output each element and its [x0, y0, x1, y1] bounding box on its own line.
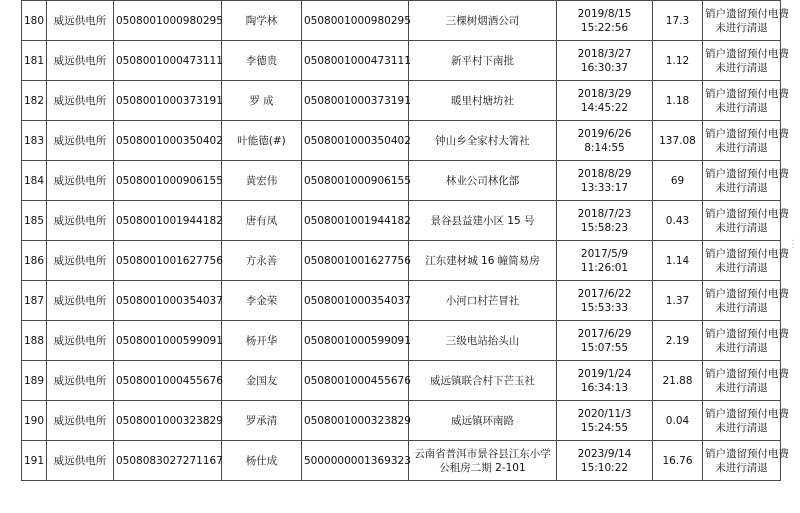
remark-cell: [703, 1, 789, 41]
table-row: [22, 81, 781, 121]
remark-line-2: 未进行清退: [715, 21, 768, 34]
remark-line-2: 未进行清退: [715, 461, 768, 474]
closing-date-day: 2017/6/22: [577, 287, 632, 300]
table-row: [22, 1, 781, 41]
meter-number-cell: 0508001000354037: [302, 281, 409, 321]
remark-line-2: 未进行清退: [715, 261, 768, 274]
supply-unit-cell: 威远供电所: [47, 1, 114, 41]
closing-date-day: 2018/8/29: [577, 167, 632, 180]
address-cell: 新平村下南批: [409, 41, 557, 81]
row-index-cell: 181: [22, 41, 47, 81]
supply-unit-cell: 威远供电所: [47, 161, 114, 201]
remark-line-2: 未进行清退: [715, 61, 768, 74]
scroll-edge-mark: ⋮: [788, 239, 798, 250]
closing-date-time: 16:30:37: [580, 61, 629, 74]
supply-unit-cell: 威远供电所: [47, 81, 114, 121]
closing-date-day: 2019/8/15: [577, 7, 632, 20]
row-index-cell: 190: [22, 401, 47, 441]
remark-line-1: 销户遗留预付电费: [705, 447, 789, 460]
remark-cell: [703, 201, 789, 241]
address-cell: 威远镇环南路: [409, 401, 557, 441]
remark-line-2: 未进行清退: [715, 101, 768, 114]
closing-date-time: 15:24:55: [580, 421, 629, 434]
supply-unit-cell: 威远供电所: [47, 41, 114, 81]
meter-number-cell: 0508001001944182: [302, 201, 409, 241]
table-row: [22, 121, 781, 161]
closing-date-day: 2023/9/14: [577, 447, 632, 460]
row-index-cell: 182: [22, 81, 47, 121]
closing-date-day: 2018/7/23: [577, 207, 632, 220]
account-number-cell: 0508001000323829: [114, 401, 222, 441]
closing-date-time: 15:07:55: [580, 341, 629, 354]
address-cell: 钟山乡全家村大箐社: [409, 121, 557, 161]
supply-unit-cell: 威远供电所: [47, 201, 114, 241]
account-number-cell: 0508001001944182: [114, 201, 222, 241]
remark-cell: [703, 81, 789, 121]
account-number-cell: 0508001001627756: [114, 241, 222, 281]
balance-amount-cell: 1.37: [653, 281, 703, 321]
row-index-cell: 186: [22, 241, 47, 281]
customer-name-cell: 杨开华: [222, 321, 302, 361]
table-row: [22, 41, 781, 81]
address-cell: 林业公司林化部: [409, 161, 557, 201]
meter-number-cell: 0508001000350402: [302, 121, 409, 161]
meter-number-cell: 0508001000599091: [302, 321, 409, 361]
closing-date-time: 15:10:22: [580, 461, 629, 474]
account-number-cell: 0508001000980295: [114, 1, 222, 41]
remark-line-1: 销户遗留预付电费: [705, 87, 789, 100]
refund-table: [21, 0, 789, 481]
customer-name-cell: 李德贵: [222, 41, 302, 81]
supply-unit-cell: 威远供电所: [47, 281, 114, 321]
row-index-cell: 185: [22, 201, 47, 241]
balance-amount-cell: 137.08: [653, 121, 703, 161]
meter-number-cell: 0508001000906155: [302, 161, 409, 201]
closing-date-day: 2019/6/26: [577, 127, 632, 140]
remark-line-2: 未进行清退: [715, 421, 768, 434]
table-row: [22, 401, 781, 441]
account-number-cell: 0508001000599091: [114, 321, 222, 361]
row-index-cell: 191: [22, 441, 47, 481]
row-index-cell: 180: [22, 1, 47, 41]
meter-number-cell: 0508001001627756: [302, 241, 409, 281]
remark-line-2: 未进行清退: [715, 381, 768, 394]
closing-date-cell: [557, 281, 653, 321]
supply-unit-cell: 威远供电所: [47, 401, 114, 441]
remark-line-1: 销户遗留预付电费: [705, 327, 789, 340]
closing-date-time: 15:22:56: [580, 21, 629, 34]
remark-line-2: 未进行清退: [715, 221, 768, 234]
remark-line-2: 未进行清退: [715, 341, 768, 354]
row-index-cell: 183: [22, 121, 47, 161]
customer-name-cell: 李金荣: [222, 281, 302, 321]
closing-date-day: 2017/6/29: [577, 327, 632, 340]
meter-number-cell: 0508001000473111: [302, 41, 409, 81]
balance-amount-cell: 2.19: [653, 321, 703, 361]
table-row: [22, 441, 781, 481]
closing-date-cell: [557, 361, 653, 401]
account-number-cell: 0508001000473111: [114, 41, 222, 81]
closing-date-day: 2018/3/29: [577, 87, 632, 100]
address-cell: 江东建材城 16 幢简易房: [409, 241, 557, 281]
account-number-cell: 0508001000455676: [114, 361, 222, 401]
remark-cell: [703, 161, 789, 201]
remark-line-1: 销户遗留预付电费: [705, 287, 789, 300]
account-number-cell: 0508001000373191: [114, 81, 222, 121]
balance-amount-cell: 16.76: [653, 441, 703, 481]
closing-date-cell: [557, 401, 653, 441]
remark-cell: [703, 321, 789, 361]
meter-number-cell: 0508001000373191: [302, 81, 409, 121]
table-body: [22, 1, 789, 481]
remark-line-1: 销户遗留预付电费: [705, 47, 789, 60]
remark-line-1: 销户遗留预付电费: [705, 127, 789, 140]
supply-unit-cell: 威远供电所: [47, 361, 114, 401]
supply-unit-cell: 威远供电所: [47, 441, 114, 481]
meter-number-cell: 0508001000980295: [302, 1, 409, 41]
balance-amount-cell: 1.18: [653, 81, 703, 121]
customer-name-cell: 罗承清: [222, 401, 302, 441]
meter-number-cell: 5000000001369323: [302, 441, 409, 481]
table-row: [22, 161, 781, 201]
supply-unit-cell: 威远供电所: [47, 241, 114, 281]
closing-date-cell: [557, 441, 653, 481]
meter-number-cell: 0508001000323829: [302, 401, 409, 441]
remark-line-1: 销户遗留预付电费: [705, 407, 789, 420]
remark-cell: [703, 41, 789, 81]
customer-name-cell: 叶能德(#): [222, 121, 302, 161]
row-index-cell: 189: [22, 361, 47, 401]
account-number-cell: 0508083027271167: [114, 441, 222, 481]
remark-cell: [703, 121, 789, 161]
customer-name-cell: 杨仕成: [222, 441, 302, 481]
remark-line-1: 销户遗留预付电费: [705, 167, 789, 180]
address-cell: 景谷县益建小区 15 号: [409, 201, 557, 241]
customer-name-cell: 黄宏伟: [222, 161, 302, 201]
remark-line-2: 未进行清退: [715, 141, 768, 154]
closing-date-time: 15:58:23: [580, 221, 629, 234]
balance-amount-cell: 21.88: [653, 361, 703, 401]
closing-date-cell: [557, 241, 653, 281]
address-cell: 云南省普洱市景谷县江东小学公租房二期 2-101: [409, 441, 557, 481]
closing-date-time: 8:14:55: [584, 141, 625, 154]
customer-name-cell: 陶学林: [222, 1, 302, 41]
closing-date-time: 11:26:01: [580, 261, 629, 274]
closing-date-time: 13:33:17: [580, 181, 629, 194]
closing-date-day: 2019/1/24: [577, 367, 632, 380]
closing-date-day: 2017/5/9: [580, 247, 629, 260]
address-cell: 暖里村塘坊社: [409, 81, 557, 121]
closing-date-cell: [557, 321, 653, 361]
remark-line-2: 未进行清退: [715, 181, 768, 194]
balance-amount-cell: 0.43: [653, 201, 703, 241]
remark-cell: [703, 281, 789, 321]
customer-name-cell: 方永善: [222, 241, 302, 281]
address-cell: 威远镇联合村下芒玉社: [409, 361, 557, 401]
meter-number-cell: 0508001000455676: [302, 361, 409, 401]
customer-name-cell: 唐有凤: [222, 201, 302, 241]
closing-date-time: 16:34:13: [580, 381, 629, 394]
remark-line-1: 销户遗留预付电费: [705, 247, 789, 260]
closing-date-cell: [557, 41, 653, 81]
balance-amount-cell: 0.04: [653, 401, 703, 441]
remark-cell: [703, 241, 789, 281]
table-row: [22, 361, 781, 401]
account-number-cell: 0508001000906155: [114, 161, 222, 201]
balance-amount-cell: 17.3: [653, 1, 703, 41]
remark-line-1: 销户遗留预付电费: [705, 7, 789, 20]
remark-line-1: 销户遗留预付电费: [705, 367, 789, 380]
remark-cell: [703, 361, 789, 401]
table-row: [22, 281, 781, 321]
remark-line-1: 销户遗留预付电费: [705, 207, 789, 220]
customer-name-cell: 罗 成: [222, 81, 302, 121]
table-row: [22, 241, 781, 281]
balance-amount-cell: 69: [653, 161, 703, 201]
address-cell: 三级电站抬头山: [409, 321, 557, 361]
remark-line-2: 未进行清退: [715, 301, 768, 314]
balance-amount-cell: 1.12: [653, 41, 703, 81]
address-cell: 三棵树烟酒公司: [409, 1, 557, 41]
closing-date-cell: [557, 81, 653, 121]
row-index-cell: 187: [22, 281, 47, 321]
closing-date-cell: [557, 161, 653, 201]
supply-unit-cell: 威远供电所: [47, 121, 114, 161]
balance-amount-cell: 1.14: [653, 241, 703, 281]
closing-date-cell: [557, 1, 653, 41]
closing-date-day: 2018/3/27: [577, 47, 632, 60]
customer-name-cell: 金国友: [222, 361, 302, 401]
closing-date-day: 2020/11/3: [577, 407, 632, 420]
table-row: [22, 201, 781, 241]
closing-date-cell: [557, 201, 653, 241]
closing-date-cell: [557, 121, 653, 161]
supply-unit-cell: 威远供电所: [47, 321, 114, 361]
row-index-cell: 184: [22, 161, 47, 201]
account-number-cell: 0508001000354037: [114, 281, 222, 321]
account-number-cell: 0508001000350402: [114, 121, 222, 161]
closing-date-time: 15:53:33: [580, 301, 629, 314]
closing-date-time: 14:45:22: [580, 101, 629, 114]
remark-cell: [703, 441, 789, 481]
table-row: [22, 321, 781, 361]
address-cell: 小河口村芒冒社: [409, 281, 557, 321]
row-index-cell: 188: [22, 321, 47, 361]
remark-cell: [703, 401, 789, 441]
